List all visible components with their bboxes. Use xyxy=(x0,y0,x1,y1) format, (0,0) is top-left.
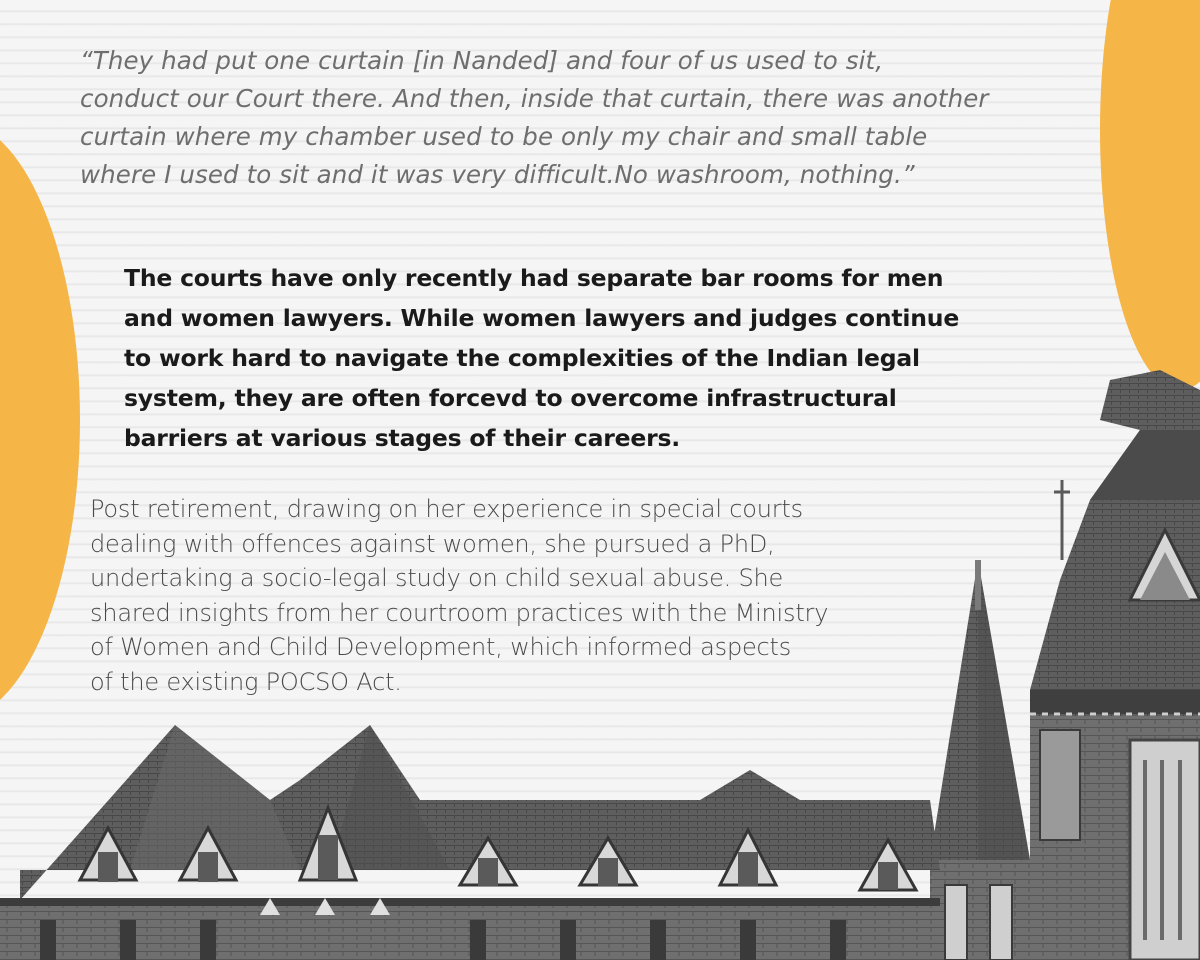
testimonial-quote xyxy=(80,42,1150,194)
biography-line: dealing with offences against women, she pursued a PhD, xyxy=(90,529,775,558)
biography-line: of the existing POCSO Act. xyxy=(90,667,402,696)
biography-line: shared insights from her courtroom practices with the Ministry xyxy=(90,598,829,627)
quote-line: conduct our Court there. And then, inside that curtain, there was another xyxy=(80,84,989,113)
quote-line: “They had put one curtain [in Nanded] and four of us used to sit, xyxy=(80,46,884,75)
right-tower xyxy=(1030,370,1200,960)
summary-line: and women lawyers. While women lawyers and judges continue xyxy=(124,304,960,332)
summary-paragraph xyxy=(124,258,1084,458)
main-building xyxy=(0,725,940,960)
summary-line: to work hard to navigate the complexities of the Indian legal xyxy=(124,344,920,372)
summary-line: The courts have only recently had separate bar rooms for men xyxy=(124,264,944,292)
biography-paragraph xyxy=(90,492,990,699)
summary-line: barriers at various stages of their careers. xyxy=(124,424,680,452)
quote-line: where I used to sit and it was very difficult.No washroom, nothing.” xyxy=(80,160,915,189)
biography-line: undertaking a socio-legal study on child sexual abuse. She xyxy=(90,564,784,592)
biography-line: Post retirement, drawing on her experience in special courts xyxy=(90,495,803,523)
biography-line: of Women and Child Development, which informed aspects xyxy=(90,633,792,661)
summary-line: system, they are often forcevd to overcome infrastructural xyxy=(124,384,897,412)
quote-line: curtain where my chamber used to be only my chair and small table xyxy=(80,122,928,151)
